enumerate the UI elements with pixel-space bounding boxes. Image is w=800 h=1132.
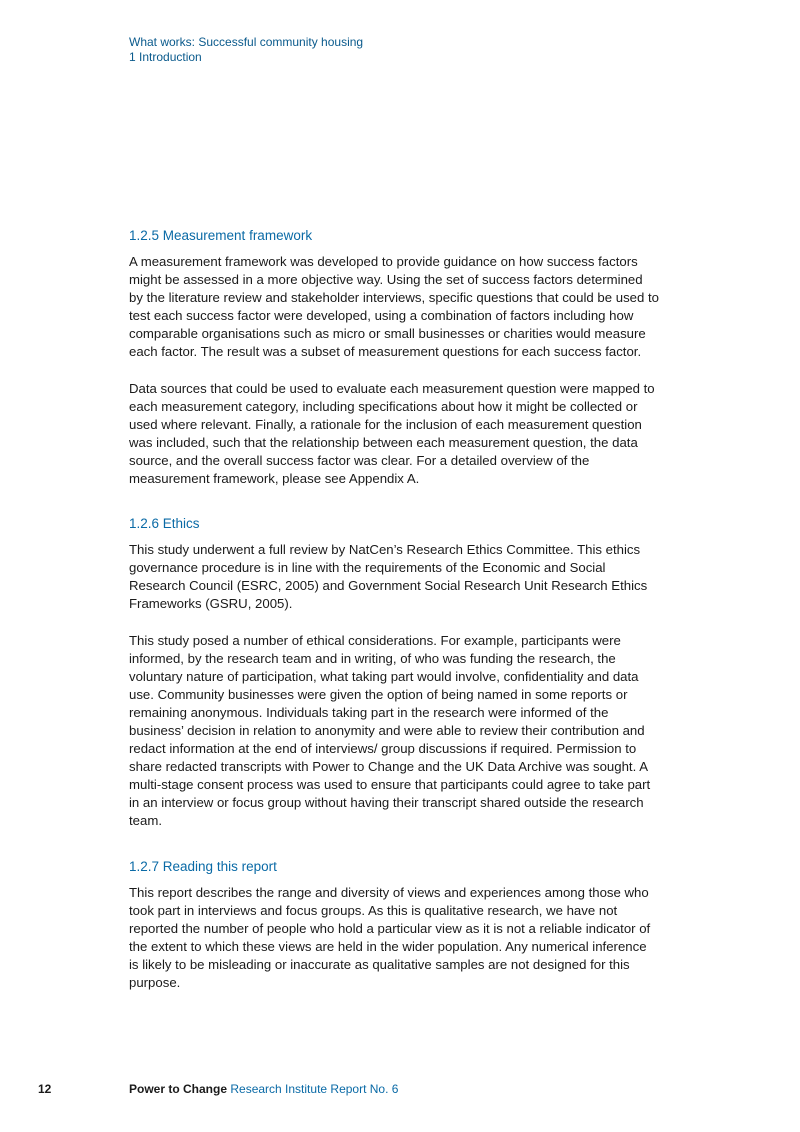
footer-report-title [129,1082,398,1097]
running-header [129,35,363,65]
section-heading: 1.2.5 Measurement framework [129,228,313,243]
section-heading: 1.2.7 Reading this report [129,858,277,874]
paragraph: This study underwent a full review by NatCen’s Research Ethics Committee. This ethics governance procedure is in line with the requirements of the Economic and Social Research Council (ESRC, 2005) and Government Social Research Unit Research Ethics Frameworks (GSRU, 2005). [129,542,648,612]
paragraph: Data sources that could be used to evaluate each measurement question were mapped to each measurement category, including specifications about how it might be collected or used where relevant. Finally, a rationale for the inclusion of each measurement question was included, such that the relationship between each measurement question, the data source, and the overall success factor was clear. For a detailed overview of the measurement framework, please see Appendix A. [129,380,655,487]
section-ethics [129,515,659,830]
paragraph: This report describes the range and diversity of views and experiences among those who took part in interviews and focus groups. As this is qualitative research, we have not reported the number of people who hold a particular view as it is not a reliable indicator of the extent to which these views are held in the wider population. Any numerical inference is likely to be misleading or inaccurate as qualitative samples are not designed for this purpose. [129,884,651,990]
footer-report-name: Research Institute Report No. 6 [230,1082,399,1096]
paragraph: This study posed a number of ethical considerations. For example, participants were informed, by the research team and in writing, of who was funding the research, the voluntary nature of participation, what taking part would involve, confidentiality and data use. Community businesses were given the option of being named in some reports or remaining anonymous. Individuals taking part in the research were informed of the business’ decision in relation to anonymity and were able to review their contribution and redact information at the end of interviews/ group discussions if required. Permission to share redacted transcripts with Power to Change and the UK Data Archive was sought. A multi-stage consent process was used to ensure that participants could agree to take part in an interview or focus group without having their transcript shared outside the research team. [129,632,651,829]
chapter-label: 1 Introduction [129,50,202,64]
section-measurement-framework [129,227,659,488]
paragraph: A measurement framework was developed to provide guidance on how success factors might be assessed in a more objective way. Using the set of success factors determined by the literature review and stakeholder interviews, specific questions that could be used to test each success factor were developed, using a combination of factors including how comparable organisations such as micro or small businesses or charities would measure each factor. The result was a subset of measurement questions for each success factor. [129,254,659,360]
page-number: 12 [38,1082,52,1096]
section-heading: 1.2.6 Ethics [129,516,200,532]
page-content [129,227,659,992]
document-title: What works: Successful community housing [129,35,364,49]
footer-brand: Power to Change [129,1082,228,1096]
section-reading-this-report [129,858,659,993]
